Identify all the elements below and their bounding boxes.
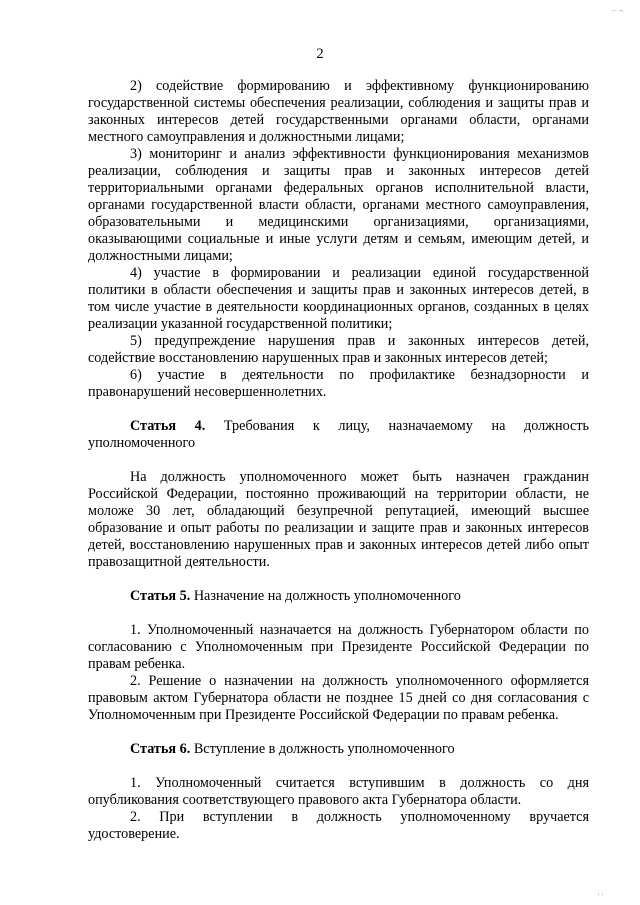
article-5-item-2: 2. Решение о назначении на должность уполномоченного оформляется правовым актом Губернатора области не позднее 15 дней со дня согласования с Уполномоченным при Президенте Российской Федерации по правам ребенка. — [88, 673, 589, 723]
page-number: 2 — [316, 46, 324, 62]
article-4-text: На должность уполномоченного может быть назначен гражданин Российской Федерации, постоянно проживающий на территории области, не моложе 30 лет, обладающий безупречной репутацией, имеющий высшее образование и опыт работы по реализации и защите прав и законных интересов детей, восстановлению нарушенных прав и законных интересов детей либо опыт правозащитной деятельности. — [88, 469, 589, 570]
article-4-title: Требования к лицу, назначаемому на должность уполномоченного — [88, 418, 589, 451]
article-5-title: Назначение на должность уполномоченного — [190, 588, 461, 604]
paragraph-item-4: 4) участие в формировании и реализации единой государственной политики в области обеспечения и защиты прав и законных интересов детей, в том числе участие в деятельности координационных органов, созданных в целях реализации указанной государственной политики; — [88, 265, 589, 332]
paragraph-item-3: 3) мониторинг и анализ эффективности функционирования механизмов реализации, соблюдения и защиты прав и законных интересов детей территориальными органами федеральных органов исполнительной власти, органами государственной власти области, органами местного самоуправления, образовательными и медицинскими организациями, организациями, оказывающими социальные и иные услуги детям и семьям, имеющим детей, и должностными лицами; — [88, 146, 589, 264]
article-6-title: Вступление в должность уполномоченного — [190, 741, 455, 757]
spacer — [88, 401, 589, 418]
spacer — [88, 452, 589, 469]
article-4-label: Статья 4. — [130, 418, 206, 434]
article-5-heading — [88, 588, 589, 605]
spacer — [88, 758, 589, 775]
article-6-heading — [88, 741, 589, 758]
article-6-label: Статья 6. — [130, 741, 191, 757]
spacer — [88, 571, 589, 588]
paragraph-item-6: 6) участие в деятельности по профилактике безнадзорности и правонарушений несовершеннолетних. — [88, 367, 589, 400]
document-body — [88, 78, 589, 843]
scan-mark-top: ⌐ ¬ — [612, 6, 624, 15]
article-6-item-1: 1. Уполномоченный считается вступившим в должность со дня опубликования соответствующего правового акта Губернатора области. — [88, 775, 589, 808]
paragraph-item-5: 5) предупреждение нарушения прав и законных интересов детей, содействие восстановлению нарушенных прав и законных интересов детей; — [88, 333, 589, 366]
article-5-item-1: 1. Уполномоченный назначается на должность Губернатором области по согласованию с Уполномоченным при Президенте Российской Федерации по правам ребенка. — [88, 622, 589, 672]
spacer — [88, 605, 589, 622]
article-6-item-2: 2. При вступлении в должность уполномоченному вручается удостоверение. — [88, 809, 589, 842]
paragraph-item-2: 2) содействие формированию и эффективному функционированию государственной системы обеспечения реализации, соблюдения и защиты прав и законных интересов детей государственными органами области, органами местного самоуправления и должностными лицами; — [88, 78, 589, 145]
article-4-heading — [88, 418, 589, 452]
scan-mark-bottom: ' ' — [598, 892, 603, 901]
article-5-label: Статья 5. — [130, 588, 191, 604]
spacer — [88, 724, 589, 741]
